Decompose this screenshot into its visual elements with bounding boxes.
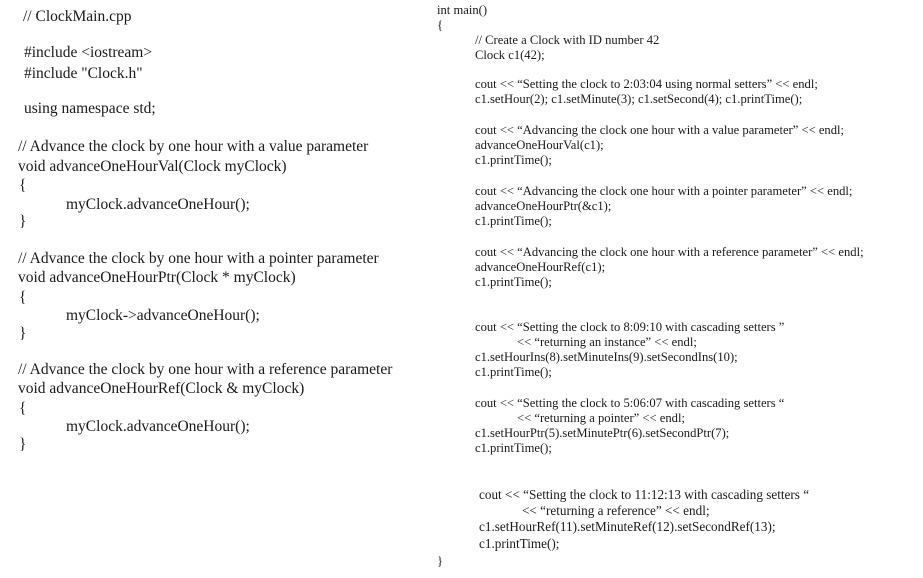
value-param-print: c1.printTime(); [475,153,552,167]
filename-comment: // ClockMain.cpp [23,8,132,25]
value-function-signature: void advanceOneHourVal(Clock myClock) [18,158,287,175]
pointer-cascade-cout-line1: cout << “Setting the clock to 5:06:07 with cascading setters “ [475,396,785,410]
reference-cascade-calls: c1.setHourRef(11).setMinuteRef(12).setSecondRef(13); [479,519,776,534]
instance-cascade-print: c1.printTime(); [475,365,552,379]
main-signature: int main() [437,3,488,17]
main-close-brace: } [437,554,444,568]
pointer-function-close-brace: } [19,325,27,342]
create-clock-statement: Clock c1(42); [475,48,545,62]
reference-param-call: advanceOneHourRef(c1); [475,260,606,274]
reference-cascade-cout-line1: cout << “Setting the clock to 11:12:13 with cascading setters “ [479,487,810,502]
value-param-cout: cout << “Advancing the clock one hour with a value parameter” << endl; [475,123,845,137]
left-code-column [18,0,418,578]
pointer-param-print: c1.printTime(); [475,214,552,228]
pointer-param-call: advanceOneHourPtr(&c1); [475,199,612,213]
reference-function-signature: void advanceOneHourRef(Clock & myClock) [18,380,305,397]
right-code-column [437,0,917,578]
reference-param-cout: cout << “Advancing the clock one hour with a reference parameter” << endl; [475,245,864,259]
include-clock-line: #include "Clock.h" [24,65,143,82]
value-function-close-brace: } [19,213,27,230]
create-clock-comment: // Create a Clock with ID number 42 [475,33,660,47]
value-function-open-brace: { [19,177,27,194]
value-function-comment: // Advance the clock by one hour with a value parameter [18,138,369,155]
pointer-cascade-print: c1.printTime(); [475,441,552,455]
value-function-body: myClock.advanceOneHour(); [66,196,250,213]
main-open-brace: { [437,18,444,32]
normal-setters-calls: c1.setHour(2); c1.setMinute(3); c1.setSecond(4); c1.printTime(); [475,92,803,106]
include-iostream-line: #include <iostream> [24,44,153,61]
pointer-param-cout: cout << “Advancing the clock one hour with a pointer parameter” << endl; [475,184,853,198]
reference-cascade-print: c1.printTime(); [479,536,560,551]
reference-function-comment: // Advance the clock by one hour with a reference parameter [18,361,393,378]
reference-param-print: c1.printTime(); [475,275,552,289]
value-param-call: advanceOneHourVal(c1); [475,138,604,152]
normal-setters-cout: cout << “Setting the clock to 2:03:04 using normal setters” << endl; [475,77,818,91]
instance-cascade-cout-line2: << “returning an instance” << endl; [517,335,697,349]
pointer-function-open-brace: { [19,289,27,306]
pointer-function-signature: void advanceOneHourPtr(Clock * myClock) [18,269,296,286]
pointer-function-comment: // Advance the clock by one hour with a pointer parameter [18,250,379,267]
pointer-cascade-cout-line2: << “returning a pointer” << endl; [517,411,685,425]
instance-cascade-cout-line1: cout << “Setting the clock to 8:09:10 with cascading setters ” [475,320,785,334]
reference-function-body: myClock.advanceOneHour(); [66,418,250,435]
pointer-cascade-calls: c1.setHourPtr(5).setMinutePtr(6).setSecondPtr(7); [475,426,730,440]
reference-cascade-cout-line2: << “returning a reference” << endl; [522,503,710,518]
pointer-function-body: myClock->advanceOneHour(); [66,307,260,324]
reference-function-close-brace: } [19,436,27,453]
instance-cascade-calls: c1.setHourIns(8).setMinuteIns(9).setSecondIns(10); [475,350,738,364]
using-namespace-line: using namespace std; [24,100,156,117]
reference-function-open-brace: { [19,400,27,417]
